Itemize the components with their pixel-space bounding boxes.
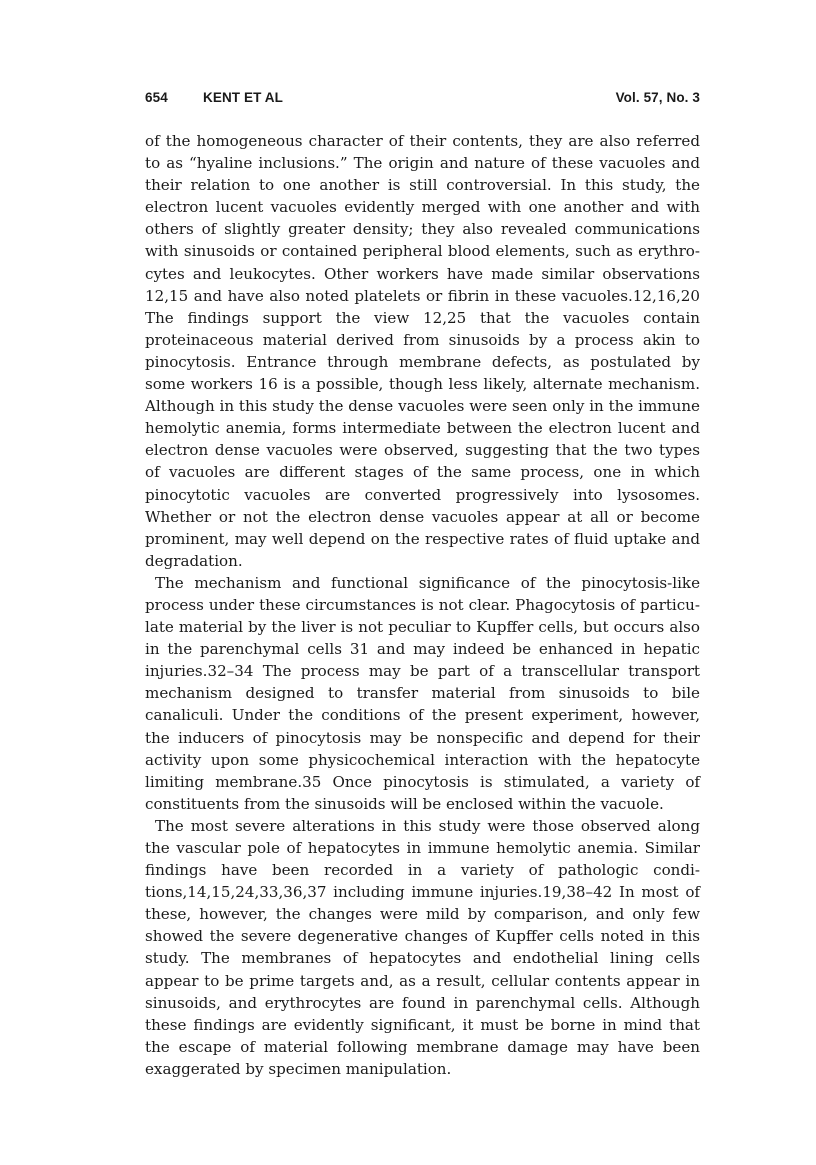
running-head xyxy=(145,90,700,110)
journal-volume: Vol. 57, No. 3 xyxy=(615,90,700,105)
paragraph-pinocytosis-mechanism: The mechanism and functional significance of the pinocytosis-like process under these circumstances is not clear. Phagocytosis of particulate material by the liver is not peculiar to Kupffer cells, but occurs also in the parenchymal cells 31 and may indeed be enhanced in hepatic injuries.32–34 The process may be part of a transcellular transport mechanism designed to transfer material from sinusoids to bile canaliculi. Under the conditions of the present experiment, however, the inducers of pinocytosis may be nonspecific and depend for their activity upon some physicochemical interaction with the hepatocyte limiting membrane.35 Once pinocytosis is stimulated, a variety of constituents from the sinusoids will be enclosed within the vacuole. xyxy=(145,573,700,813)
paragraph-continued: of the homogeneous character of their contents, they are also referred to as “hyaline inclusions.” The origin and nature of these vacuoles and their relation to one another is still controversial. In this study, the electron lucent vacuoles evidently merged with one another and with others of slightly greater density; they also revealed communications with sinusoids or contained peripheral blood elements, such as erythrocytes and leukocytes. Other workers have made similar observations 12,15 and have also noted platelets or fibrin in these vacuoles.12,16,20 The findings support the view 12,25 that the vacuoles contain proteinaceous material derived from sinusoids by a process akin to pinocytosis. Entrance through membrane defects, as postulated by some workers 16 is a possible, though less likely, alternate mechanism. Although in this study the dense vacuoles were seen only in the immune hemolytic anemia, forms intermediate between the electron lucent and electron dense vacuoles were observed, suggesting that the two types of vacuoles are different stages of the same process, one in which pinocytotic vacuoles are converted progressively into lysosomes. Whether or not the electron dense vacuoles appear at all or become prominent, may well depend on the respective rates of fluid uptake and degradation. xyxy=(145,132,700,570)
paragraph-severe-alterations: The most severe alterations in this study were those observed along the vascular pole of hepatocytes in immune hemolytic anemia. Similar findings have been recorded in a variety of pathologic conditions,14,15,24,33,36,37 including immune injuries.19,38–42 In most of these, however, the changes were mild by comparison, and only few showed the severe degenerative changes of Kupffer cells noted in this study. The membranes of hepatocytes and endothelial lining cells appear to be prime targets and, as a result, cellular contents appear in sinusoids, and erythrocytes are found in parenchymal cells. Although these findings are evidently significant, it must be borne in mind that the escape of material following membrane damage may have been exaggerated by specimen manipulation. xyxy=(145,816,700,1078)
article-body xyxy=(145,130,700,1080)
running-head-authors: KENT ET AL xyxy=(203,90,283,105)
page-number: 654 xyxy=(145,90,168,105)
